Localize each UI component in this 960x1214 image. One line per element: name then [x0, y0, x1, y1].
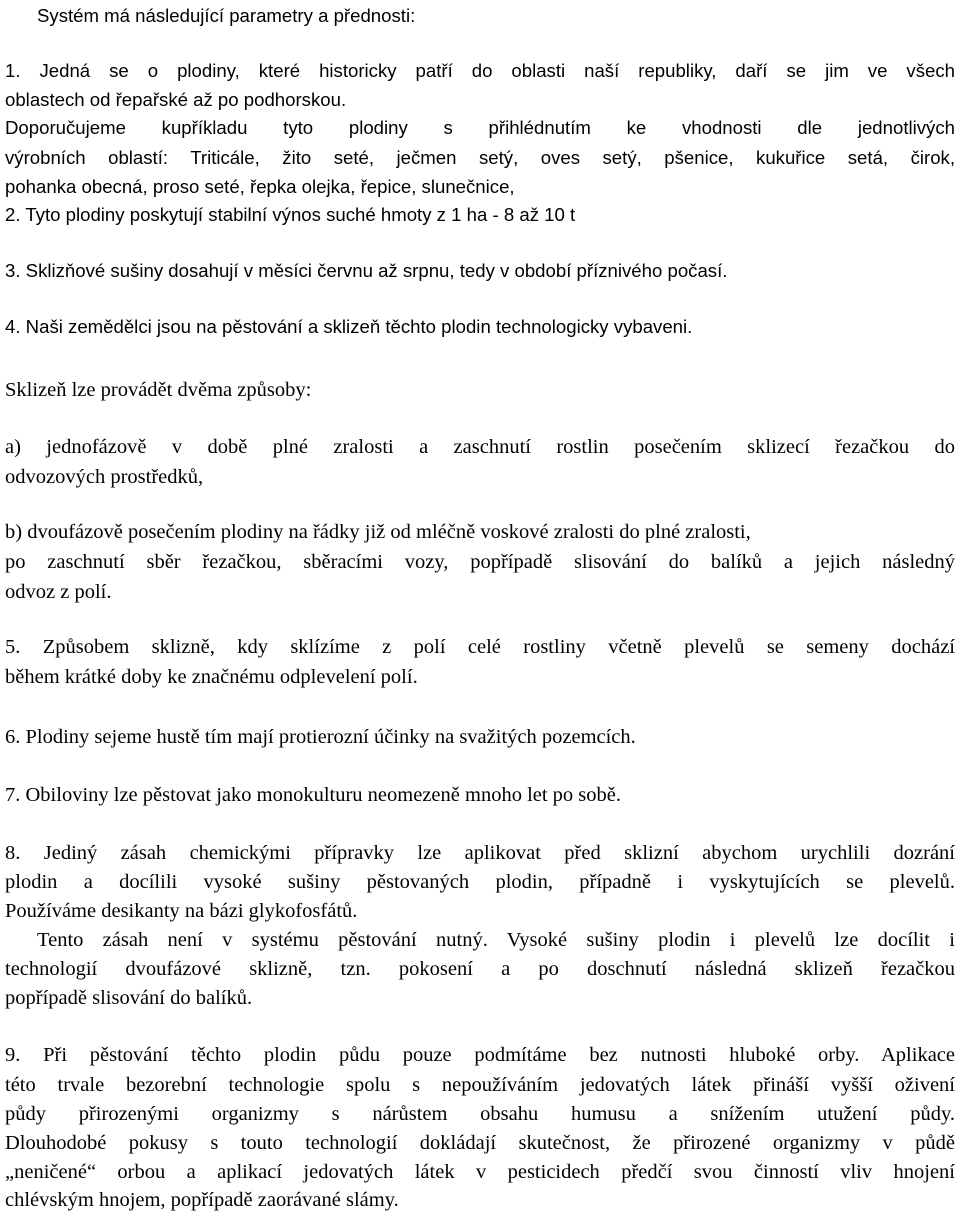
point-8b-line-3: popřípadě slisování do balíků. [5, 987, 253, 1009]
harvest-methods-heading: Sklizeň lze provádět dvěma způsoby: [5, 379, 312, 401]
point-6: 6. Plodiny sejeme hustě tím mají protierozní účinky na svažitých pozemcích. [5, 726, 636, 748]
point-2: 2. Tyto plodiny poskytují stabilní výnos suché hmoty z 1 ha - 8 až 10 t [5, 204, 576, 225]
method-a-line-1: a) jednofázově v době plné zralosti a zaschnutí rostlin posečením sklizecí řezačkou do [5, 436, 955, 458]
point-8-line-2: plodin a docílili vysoké sušiny pěstovaných plodin, případně i vyskytujících se plevelů. [5, 871, 955, 893]
heading: Systém má následující parametry a přednosti: [37, 5, 416, 26]
point-8-line-1: 8. Jediný zásah chemickými přípravky lze aplikovat před sklizní abychom urychlili dozrání [5, 842, 955, 864]
point-1-line-1: 1. Jedná se o plodiny, které historicky patří do oblasti naší republiky, daří se jim ve všech [5, 60, 955, 81]
point-9-line-6: chlévským hnojem, popřípadě zaorávané slámy. [5, 1189, 399, 1211]
method-b-line-2: po zaschnutí sběr řezačkou, sběracími vozy, popřípadě slisování do balíků a jejich následný [5, 551, 955, 573]
point-8-line-3: Používáme desikanty na bázi glykofosfátů. [5, 900, 358, 922]
recommendation-line-1: Doporučujeme kupříkladu tyto plodiny s přihlédnutím ke vhodnosti dle jednotlivých [5, 117, 955, 138]
point-3: 3. Sklizňové sušiny dosahují v měsíci červnu až srpnu, tedy v období příznivého počasí. [5, 260, 728, 281]
point-9-line-2: této trvale bezorební technologie spolu s nepoužíváním jedovatých látek přináší vyšší oživení [5, 1074, 955, 1096]
point-9-line-5: „neničené“ orbou a aplikací jedovatých látek v pesticidech předčí svou činností vliv hnojení [5, 1161, 955, 1183]
method-a-line-2: odvozových prostředků, [5, 466, 204, 488]
point-7: 7. Obiloviny lze pěstovat jako monokulturu neomezeně mnoho let po sobě. [5, 784, 622, 806]
method-b-line-1: b) dvoufázově posečením plodiny na řádky již od mléčně voskové zralosti do plné zralosti, [5, 521, 751, 543]
point-5-line-1: 5. Způsobem sklizně, kdy sklízíme z polí celé rostliny včetně plevelů se semeny dochází [5, 636, 955, 658]
point-9-line-1: 9. Při pěstování těchto plodin půdu pouze podmítáme bez nutnosti hluboké orby. Aplikace [5, 1044, 955, 1066]
recommendation-line-2: výrobních oblastí: Triticále, žito seté, ječmen setý, oves setý, pšenice, kukuřice setá, čirok, [5, 147, 955, 168]
point-8b-line-1: Tento zásah není v systému pěstování nutný. Vysoké sušiny plodin i plevelů lze docílit i [37, 929, 955, 951]
point-5-line-2: během krátké doby ke značnému odplevelení polí. [5, 666, 418, 688]
recommendation-line-3: pohanka obecná, proso seté, řepka olejka, řepice, slunečnice, [5, 176, 515, 197]
point-1-line-2: oblastech od řepařské až po podhorskou. [5, 89, 347, 110]
point-4: 4. Naši zemědělci jsou na pěstování a sklizeň těchto plodin technologicky vybaveni. [5, 316, 693, 337]
point-9-line-3: půdy přirozenými organizmy s nárůstem obsahu humusu a snížením utužení půdy. [5, 1103, 955, 1125]
point-9-line-4: Dlouhodobé pokusy s touto technologií dokládají skutečnost, že přirozené organizmy v půdě [5, 1132, 955, 1154]
point-8b-line-2: technologií dvoufázové sklizně, tzn. pokosení a po doschnutí následná sklizeň řezačkou [5, 958, 955, 980]
method-b-line-3: odvoz z polí. [5, 581, 112, 603]
